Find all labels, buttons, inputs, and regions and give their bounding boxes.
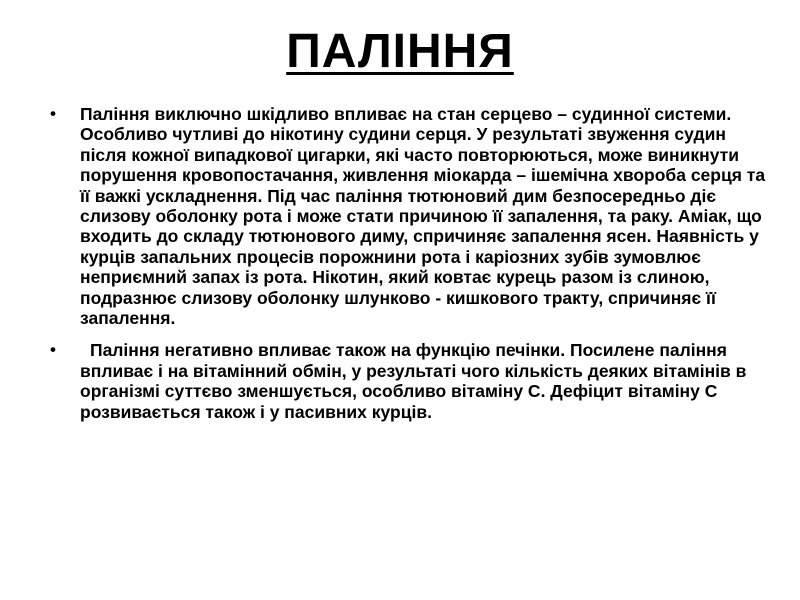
bullet-icon: • bbox=[50, 104, 56, 123]
bullet-icon: • bbox=[50, 340, 56, 360]
slide-content bbox=[46, 104, 766, 434]
bullet-item-smoking-liver bbox=[46, 340, 766, 422]
bullet-list bbox=[46, 104, 766, 422]
slide-title: ПАЛІННЯ bbox=[286, 25, 514, 78]
bullet-text: Паління негативно впливає також на функцію печінки. Посилене паління впливає і на вітамінний обмін, у результаті чого кількість деяких вітамінів в організмі суттєво зменшується, особливо вітаміну С. Дефіцит вітаміну С розвивається також і у пасивних курців. bbox=[80, 340, 747, 422]
bullet-item-smoking-cardiovascular bbox=[46, 104, 766, 328]
bullet-text: Паління виключно шкідливо впливає на стан серцево – судинної системи. Особливо чутливі до нікотину судини серця. У результаті звуження судин після кожної випадкової цигарки, які часто повторюються, може виникнути порушення кровопостачання, живлення міокарда – ішемічна хвороба серця та її важкі ускладнення. Під час паління тютюновий дим безпосередньо діє слизову оболонку рота і може стати причиною її запалення, та раку. Аміак, що входить до складу тютюнового диму, спричиняє запалення ясен. Наявність у курців запальних процесів порожнини рота і каріозних зубів зумовлює неприємний запах із рота. Нікотин, який ковтає курець разом із слиною, подразнює слизову оболонку шлунково - кишкового тракту, спричиняє її запалення. bbox=[80, 104, 766, 329]
